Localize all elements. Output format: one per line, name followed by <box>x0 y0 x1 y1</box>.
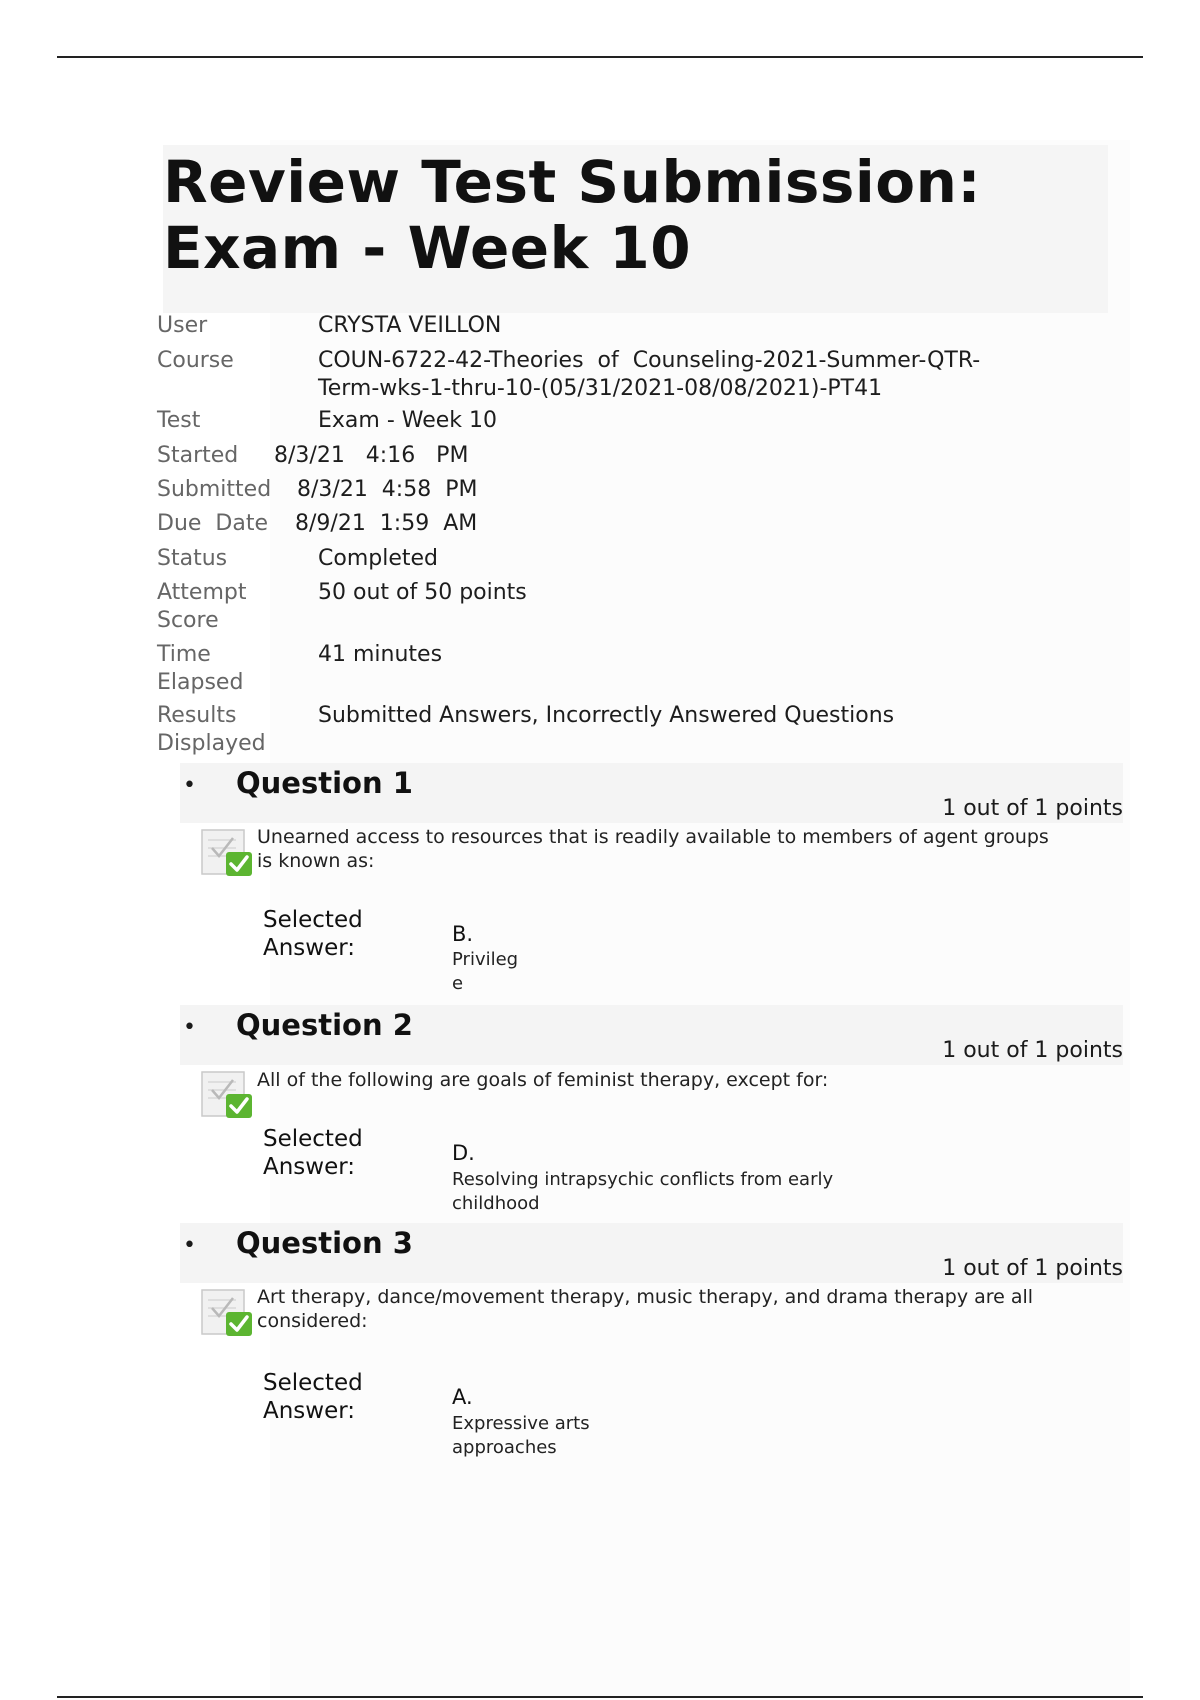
correct-answer-icon <box>200 826 254 878</box>
question-1-answer-letter: B. <box>452 922 474 946</box>
question-3-points: 1 out of 1 points <box>942 1256 1123 1281</box>
selected-label-line-1: Selected <box>263 1126 363 1152</box>
question-2-text-line-1: All of the following are goals of feminist therapy, except for: <box>257 1069 829 1091</box>
question-2-answer-letter: D. <box>452 1141 475 1165</box>
question-2-selected-answer-label <box>263 1125 363 1181</box>
question-1-text-line-1: Unearned access to resources that is readily available to members of agent groups <box>257 826 1049 848</box>
question-3-selected-answer-label <box>263 1369 363 1425</box>
course-value-line-1: COUN-6722-42-Theories of Counseling-2021-Summer-QTR- <box>318 348 981 373</box>
course-label: Course <box>157 348 234 373</box>
question-1-text <box>257 825 1127 873</box>
results-displayed-label-1: Results <box>157 703 237 728</box>
time-elapsed-label-1: Time <box>157 642 211 667</box>
question-1-points: 1 out of 1 points <box>942 796 1123 821</box>
due-date-label: Due Date <box>157 511 268 536</box>
question-1-text-line-2: is known as: <box>257 850 375 872</box>
bottom-rule <box>57 1696 1143 1698</box>
question-1-title: Question 1 <box>236 766 413 800</box>
course-value-line-2: Term-wks-1-thru-10-(05/31/2021-08/08/2021)-PT41 <box>318 376 883 401</box>
question-3-text-line-1: Art therapy, dance/movement therapy, music therapy, and drama therapy are all <box>257 1286 1034 1308</box>
attempt-score-label-1: Attempt <box>157 580 247 605</box>
top-rule <box>57 56 1143 58</box>
title-box <box>163 145 1108 313</box>
question-3-answer-line-1: Expressive arts <box>452 1413 590 1434</box>
user-value: CRYSTA VEILLON <box>318 313 502 338</box>
question-2-points: 1 out of 1 points <box>942 1038 1123 1063</box>
question-1-answer-line-1: Privileg <box>452 949 519 970</box>
question-3-answer-line-2: approaches <box>452 1437 557 1458</box>
page-title <box>163 149 981 281</box>
selected-label-line-1: Selected <box>263 1370 363 1396</box>
attempt-score-value: 50 out of 50 points <box>318 580 527 605</box>
due-date-value: 8/9/21 1:59 AM <box>295 511 478 536</box>
test-label: Test <box>157 408 201 433</box>
results-displayed-label-2: Displayed <box>157 731 266 756</box>
submitted-label: Submitted <box>157 477 272 502</box>
question-2-answer-line-1: Resolving intrapsychic conflicts from early <box>452 1169 834 1190</box>
selected-label-line-2: Answer: <box>263 1154 356 1180</box>
bullet: • <box>183 1015 196 1040</box>
status-value: Completed <box>318 546 438 571</box>
question-3-title: Question 3 <box>236 1226 413 1260</box>
selected-label-line-2: Answer: <box>263 1398 356 1424</box>
selected-label-line-1: Selected <box>263 907 363 933</box>
attempt-score-label-2: Score <box>157 608 219 633</box>
bullet: • <box>183 773 196 798</box>
question-1-header <box>180 763 1123 823</box>
question-3-text <box>257 1285 1127 1333</box>
test-value: Exam - Week 10 <box>318 408 498 433</box>
page-title-line-2: Exam - Week 10 <box>163 214 692 282</box>
selected-label-line-2: Answer: <box>263 935 356 961</box>
question-2-text <box>257 1068 1127 1092</box>
question-1-selected-answer-label <box>263 906 363 962</box>
bullet: • <box>183 1233 196 1258</box>
question-2-header <box>180 1005 1123 1065</box>
user-label: User <box>157 313 208 338</box>
time-elapsed-value: 41 minutes <box>318 642 443 667</box>
question-3-answer-letter: A. <box>452 1385 473 1409</box>
question-3-text-line-2: considered: <box>257 1310 368 1332</box>
question-1-answer-text <box>452 948 518 996</box>
status-label: Status <box>157 546 228 571</box>
question-1-answer-line-2: e <box>452 973 464 994</box>
started-label: Started <box>157 443 239 468</box>
results-displayed-value: Submitted Answers, Incorrectly Answered Questions <box>318 703 895 728</box>
correct-answer-icon <box>200 1068 254 1120</box>
submitted-value: 8/3/21 4:58 PM <box>297 477 478 502</box>
correct-answer-icon <box>200 1286 254 1338</box>
page-title-line-1: Review Test Submission: <box>163 148 982 216</box>
question-3-answer-text <box>452 1412 590 1460</box>
started-value: 8/3/21 4:16 PM <box>274 443 469 468</box>
question-3-header <box>180 1223 1123 1283</box>
time-elapsed-label-2: Elapsed <box>157 670 244 695</box>
question-2-answer-line-2: childhood <box>452 1193 540 1214</box>
question-2-answer-text <box>452 1168 833 1216</box>
question-2-title: Question 2 <box>236 1008 413 1042</box>
